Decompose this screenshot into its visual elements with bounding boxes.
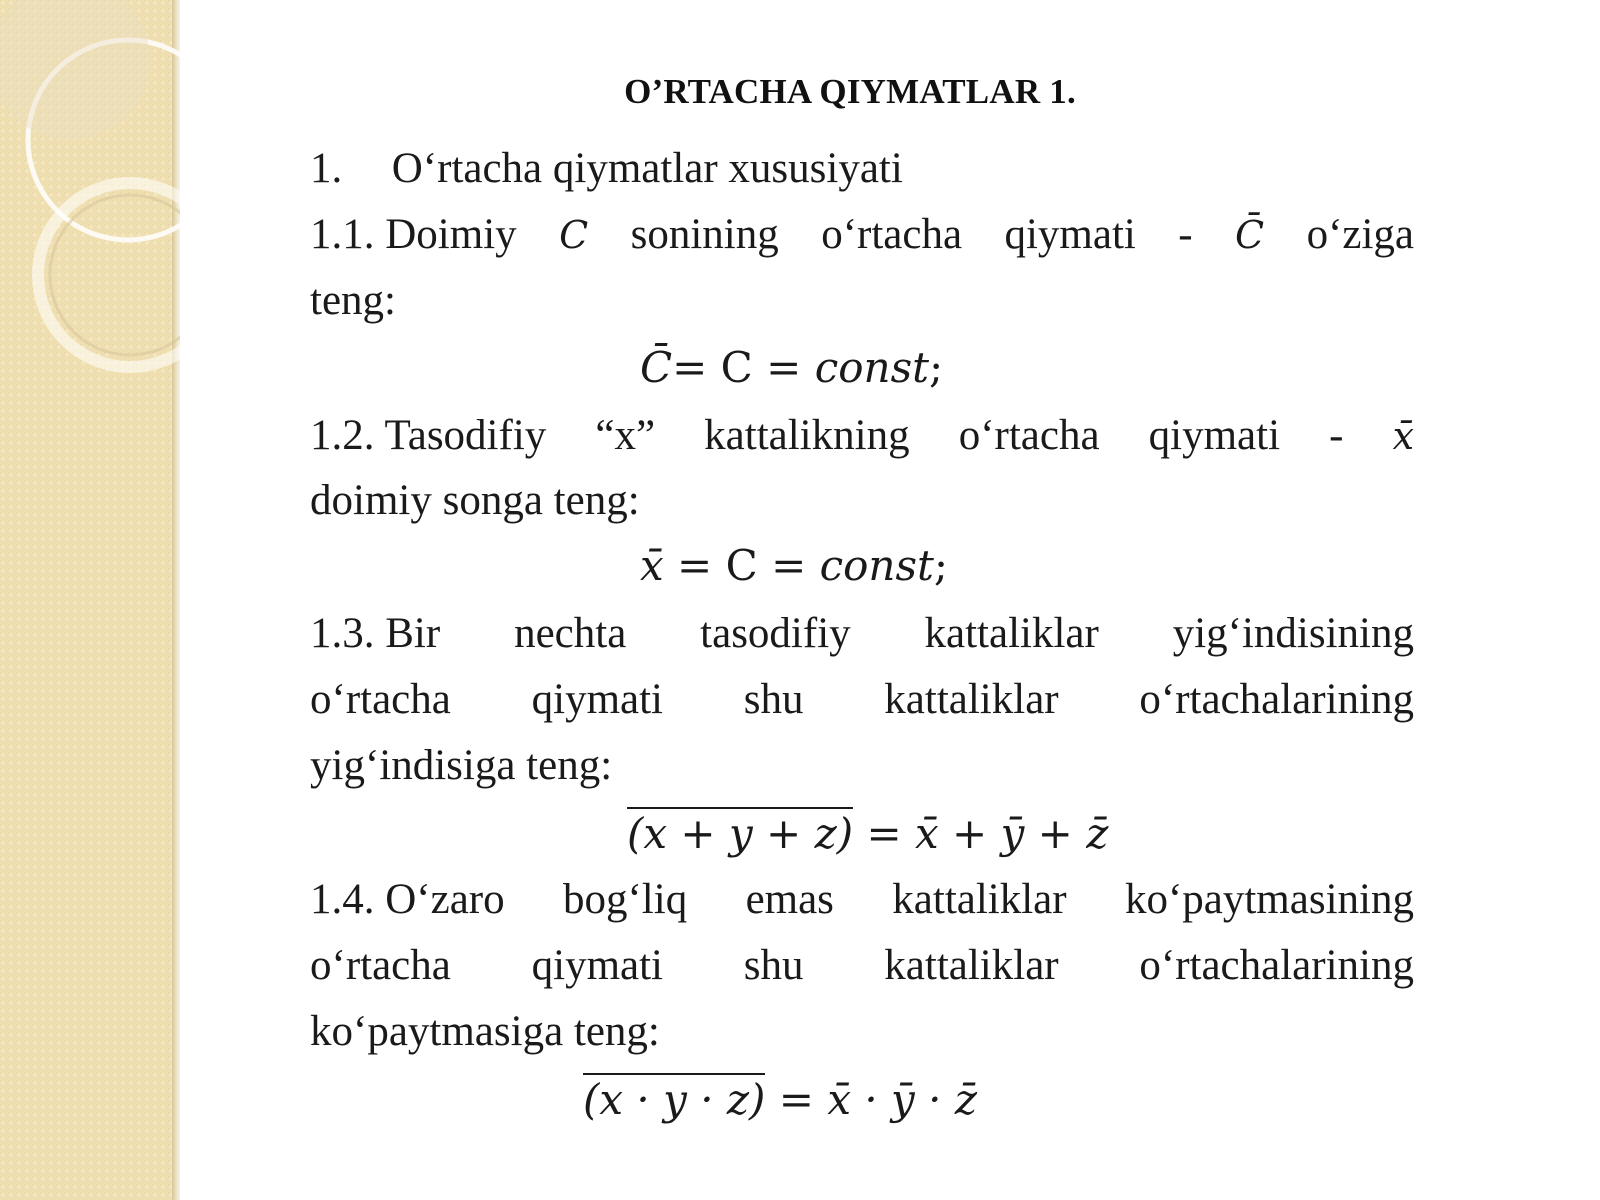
paragraph-1-1-line-2: teng:: [310, 277, 396, 324]
paragraph-1-3-line-3: yig‘indisiga teng:: [310, 742, 613, 789]
text-run: nechta: [514, 610, 627, 657]
text-run: qiymati: [1004, 211, 1136, 258]
formula-4: [583, 1070, 977, 1130]
formula-lhs: x̄: [640, 541, 664, 590]
text-run: o‘rtachalarining: [1139, 942, 1414, 989]
text-run: o‘rtachalarining: [1139, 676, 1414, 723]
text-run: 1.1. Doimiy: [310, 211, 517, 258]
math-symbol: C̄: [1235, 213, 1265, 257]
formula-lhs: C̄: [640, 343, 673, 392]
text-run: shu: [743, 676, 804, 723]
text-run: o‘rtacha: [821, 211, 963, 258]
formula-1: [640, 338, 943, 398]
text-run: kattaliklar: [892, 876, 1067, 923]
text-run: qiymati: [1148, 412, 1281, 459]
text-run: emas: [745, 876, 834, 923]
heading-number: 1.: [310, 145, 343, 192]
text-run: ko‘paytmasining: [1124, 876, 1414, 923]
text-run: kattaliklar: [884, 676, 1059, 723]
text-run: kattaliklar: [884, 942, 1059, 989]
text-run: “x”: [595, 412, 656, 459]
text-run: kattalikning: [704, 412, 910, 459]
paragraph-1-2-line-1: [310, 403, 1414, 469]
formula-end: ;: [929, 343, 944, 392]
formula-end: ;: [933, 541, 949, 590]
formula-lhs: (x · y · z): [583, 1075, 766, 1124]
text-run: qiymati: [531, 676, 663, 723]
paragraph-1-3-line-1: [310, 601, 1414, 667]
math-symbol: x̄: [1392, 414, 1414, 458]
paragraph-1-4-line-3: ko‘paytmasiga teng:: [310, 1008, 660, 1055]
text-run: yig‘indisining: [1172, 610, 1414, 657]
paragraph-1-4-line-2: [310, 933, 1414, 999]
text-run: -: [1178, 211, 1193, 258]
formula-mid: = C =: [663, 541, 820, 590]
formula-rhs: = x̄ + ȳ + z̄: [853, 809, 1109, 858]
text-run: 1.3. Bir: [310, 610, 441, 657]
section-heading: [310, 136, 1414, 202]
text-run: sonining: [630, 211, 779, 258]
math-symbol: C: [559, 213, 589, 257]
text-run: o‘rtacha: [310, 676, 451, 723]
formula-mid: = C =: [672, 343, 815, 392]
text-run: qiymati: [531, 942, 663, 989]
paragraph-1-1-line-1: [310, 202, 1414, 268]
text-run: 1.2. Tasodifiy: [310, 412, 547, 459]
heading-text: O‘rtacha qiymatlar xususiyati: [391, 145, 903, 192]
paragraph-1-3-line-2: [310, 667, 1414, 733]
text-run: kattaliklar: [924, 610, 1099, 657]
text-run: tasodifiy: [700, 610, 851, 657]
text-run: o‘rtacha: [958, 412, 1100, 459]
text-run: -: [1329, 412, 1344, 459]
text-run: bog‘liq: [562, 876, 688, 923]
formula-3: [627, 804, 1108, 864]
decorative-rings: [0, 0, 180, 400]
slide-title: O’RTACHA QIYMATLAR 1.: [624, 72, 1076, 111]
formula-rhs: const: [819, 541, 934, 590]
formula-rhs: const: [814, 343, 930, 392]
text-run: shu: [743, 942, 804, 989]
formula-2: [640, 536, 948, 596]
text-run: 1.4. O‘zaro: [310, 876, 505, 923]
text-run: o‘ziga: [1306, 211, 1414, 258]
formula-rhs: = x̄ · ȳ · z̄: [765, 1075, 977, 1124]
formula-lhs: (x + y + z): [627, 809, 854, 858]
text-run: o‘rtacha: [310, 942, 451, 989]
paragraph-1-4-line-1: [310, 867, 1414, 933]
paragraph-1-2-line-2: doimiy songa teng:: [310, 477, 640, 524]
